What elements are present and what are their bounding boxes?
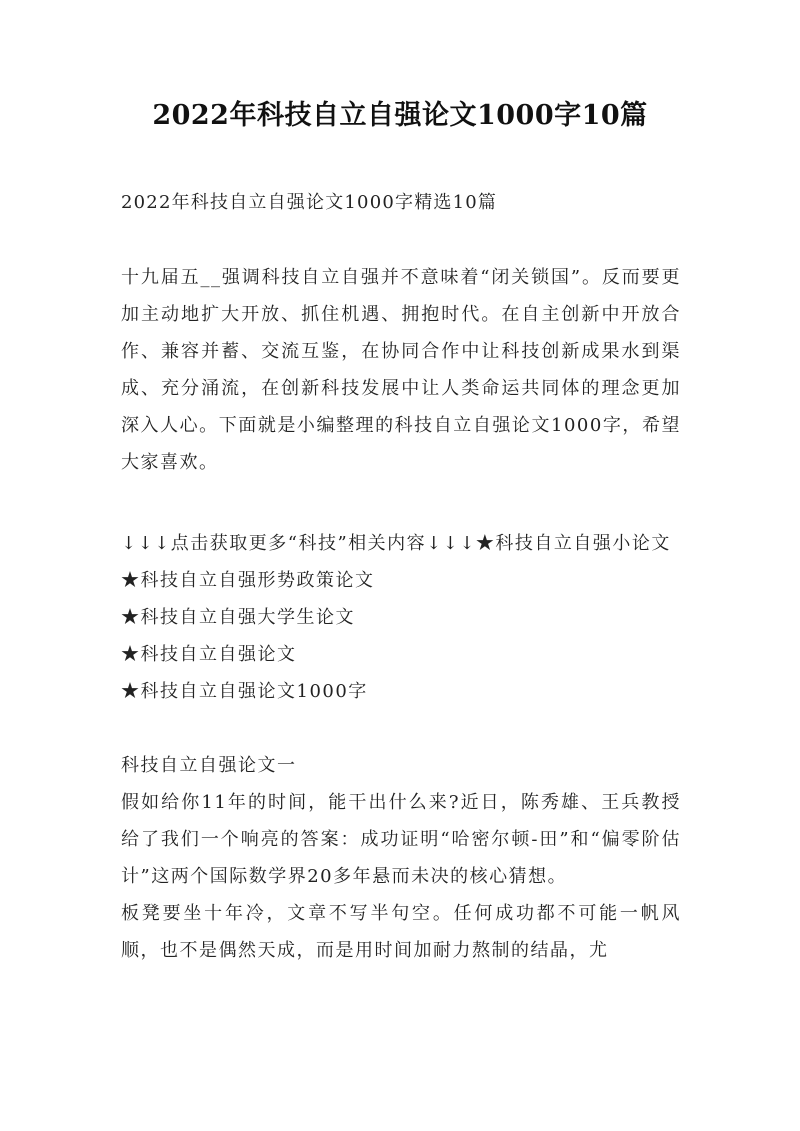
- related-link-situation-policy[interactable]: ★科技自立自强形势政策论文: [121, 570, 375, 591]
- essay-body: [121, 747, 681, 969]
- intro-paragraph: 十九届五__强调科技自立自强并不意味着“闭关锁国”。反而要更加主动地扩大开放、抓住机遇、拥抱时代。在自主创新中开放合作、兼容并蓄、交流互鉴，在协同合作中让科技创新成果水到渠成、充分涌流，在创新科技发展中让人类命运共同体的理念更加深入人心。下面就是小编整理的科技自立自强论文1000字，希望大家喜欢。: [121, 267, 681, 473]
- intro-paragraph-block: [121, 259, 681, 481]
- related-link-college-student[interactable]: ★科技自立自强大学生论文: [121, 607, 355, 628]
- document-title: 2022年科技自立自强论文1000字10篇: [152, 100, 648, 131]
- related-link-essay-1000[interactable]: ★科技自立自强论文1000字: [121, 681, 368, 702]
- related-links-block: [121, 525, 681, 710]
- body-paragraph: 假如给你11年的时间，能干出什么来?近日，陈秀雄、王兵教授给了我们一个响亮的答案：成功证明“哈密尔顿-田”和“偏零阶估计”这两个国际数学界20多年悬而未决的核心猜想。: [121, 792, 681, 887]
- document-subtitle: 2022年科技自立自强论文1000字精选10篇: [121, 192, 498, 213]
- related-links-header[interactable]: ↓↓↓点击获取更多“科技”相关内容↓↓↓★科技自立自强小论文: [121, 533, 671, 554]
- related-link-essay[interactable]: ★科技自立自强论文: [121, 644, 297, 665]
- section-heading: 科技自立自强论文一: [121, 755, 297, 776]
- body-paragraph: 板凳要坐十年冷，文章不写半句空。任何成功都不可能一帆风顺，也不是偶然天成，而是用时间加耐力熬制的结晶，尤: [121, 903, 681, 961]
